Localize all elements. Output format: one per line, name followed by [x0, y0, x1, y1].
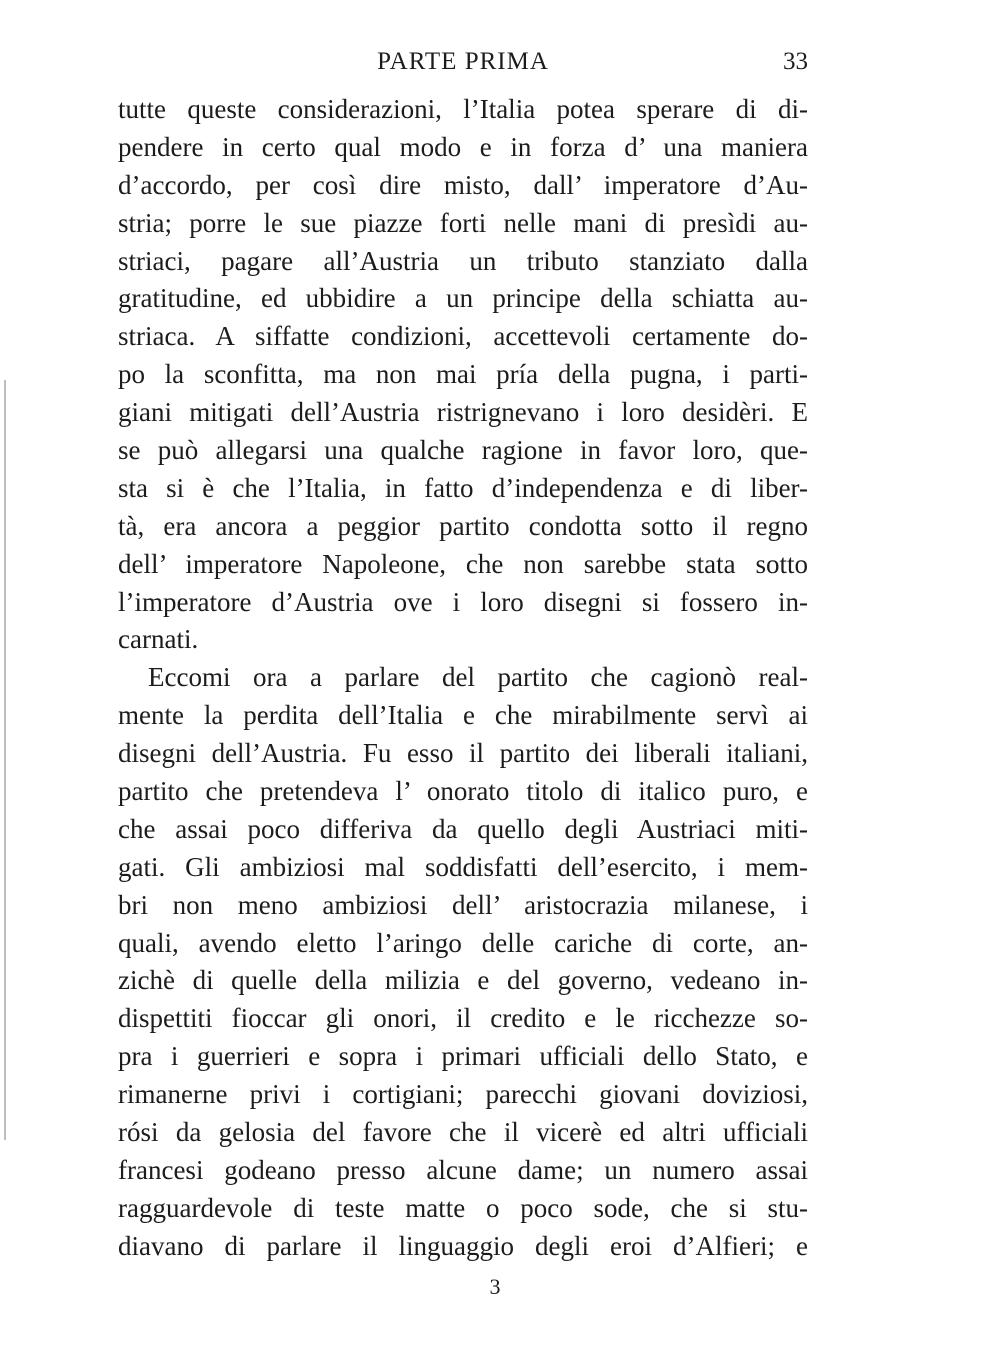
text-line: giani mitigati dell’Austria ristrignevano i loro desidèri. E	[118, 397, 808, 428]
text-line: ragguardevole di teste matte o poco sode, che si stu-	[118, 1192, 808, 1223]
left-margin-rule	[4, 380, 6, 1140]
text-line: diavano di parlare il linguaggio degli eroi d’Alfieri; e	[118, 1230, 808, 1261]
header-title: PARTE PRIMA	[377, 48, 549, 75]
text-line: quali, avendo eletto l’aringo delle cariche di corte, an-	[118, 927, 808, 958]
printer-signature-mark: 3	[489, 1274, 501, 1299]
paragraph-end-line: carnati.	[118, 624, 199, 655]
text-line: gati. Gli ambiziosi mal soddisfatti dell’esercito, i mem-	[118, 851, 808, 882]
text-line: zichè di quelle della milizia e del governo, vedeano in-	[118, 965, 808, 996]
text-line: sta si è che l’Italia, in fatto d’independenza e di liber-	[118, 472, 808, 503]
text-line: striaca. A siffatte condizioni, accettevoli certamente do-	[118, 321, 808, 352]
text-line: po la sconfitta, ma non mai pría della pugna, i parti-	[118, 359, 808, 390]
text-line: l’imperatore d’Austria ove i loro disegni si fossero in-	[118, 586, 808, 617]
text-line: pra i guerrieri e sopra i primari ufficiali dello Stato, e	[118, 1041, 808, 1072]
text-line: partito che pretendeva l’ onorato titolo di italico puro, e	[118, 776, 808, 807]
page-number: 33	[783, 48, 808, 75]
text-line: se può allegarsi una qualche ragione in favor loro, que-	[118, 435, 808, 466]
running-header	[118, 48, 808, 88]
text-line: gratitudine, ed ubbidire a un principe della schiatta au-	[118, 283, 808, 314]
text-line: disegni dell’Austria. Fu esso il partito dei liberali italiani,	[118, 738, 808, 769]
text-line: tà, era ancora a peggior partito condotta sotto il regno	[118, 510, 808, 541]
text-line: tutte queste considerazioni, l’Italia potea sperare di di-	[118, 94, 808, 124]
text-line: che assai poco differiva da quello degli Austriaci miti-	[118, 813, 808, 844]
text-line: mente la perdita dell’Italia e che mirabilmente servì ai	[118, 700, 808, 731]
text-line: stria; porre le sue piazze forti nelle mani di presìdi au-	[118, 207, 808, 238]
text-line: rósi da gelosia del favore che il vicerè ed altri ufficiali	[118, 1117, 808, 1148]
body-text	[118, 91, 808, 1266]
text-line: dell’ imperatore Napoleone, che non sarebbe stata sotto	[118, 548, 808, 579]
text-line: dispettiti fioccar gli onori, il credito e le ricchezze so-	[118, 1003, 808, 1034]
text-line: rimanerne privi i cortigiani; parecchi giovani doviziosi,	[118, 1079, 808, 1110]
text-line: striaci, pagare all’Austria un tributo stanziato dalla	[118, 245, 808, 276]
text-line: pendere in certo qual modo e in forza d’ una maniera	[118, 131, 808, 162]
text-line: bri non meno ambiziosi dell’ aristocrazia milanese, i	[118, 889, 808, 920]
text-line: francesi godeano presso alcune dame; un numero assai	[118, 1154, 808, 1185]
text-line: d’accordo, per così dire misto, dall’ imperatore d’Au-	[118, 169, 808, 200]
paragraph-start-line: Eccomi ora a parlare del partito che cagionò real-	[148, 662, 808, 693]
